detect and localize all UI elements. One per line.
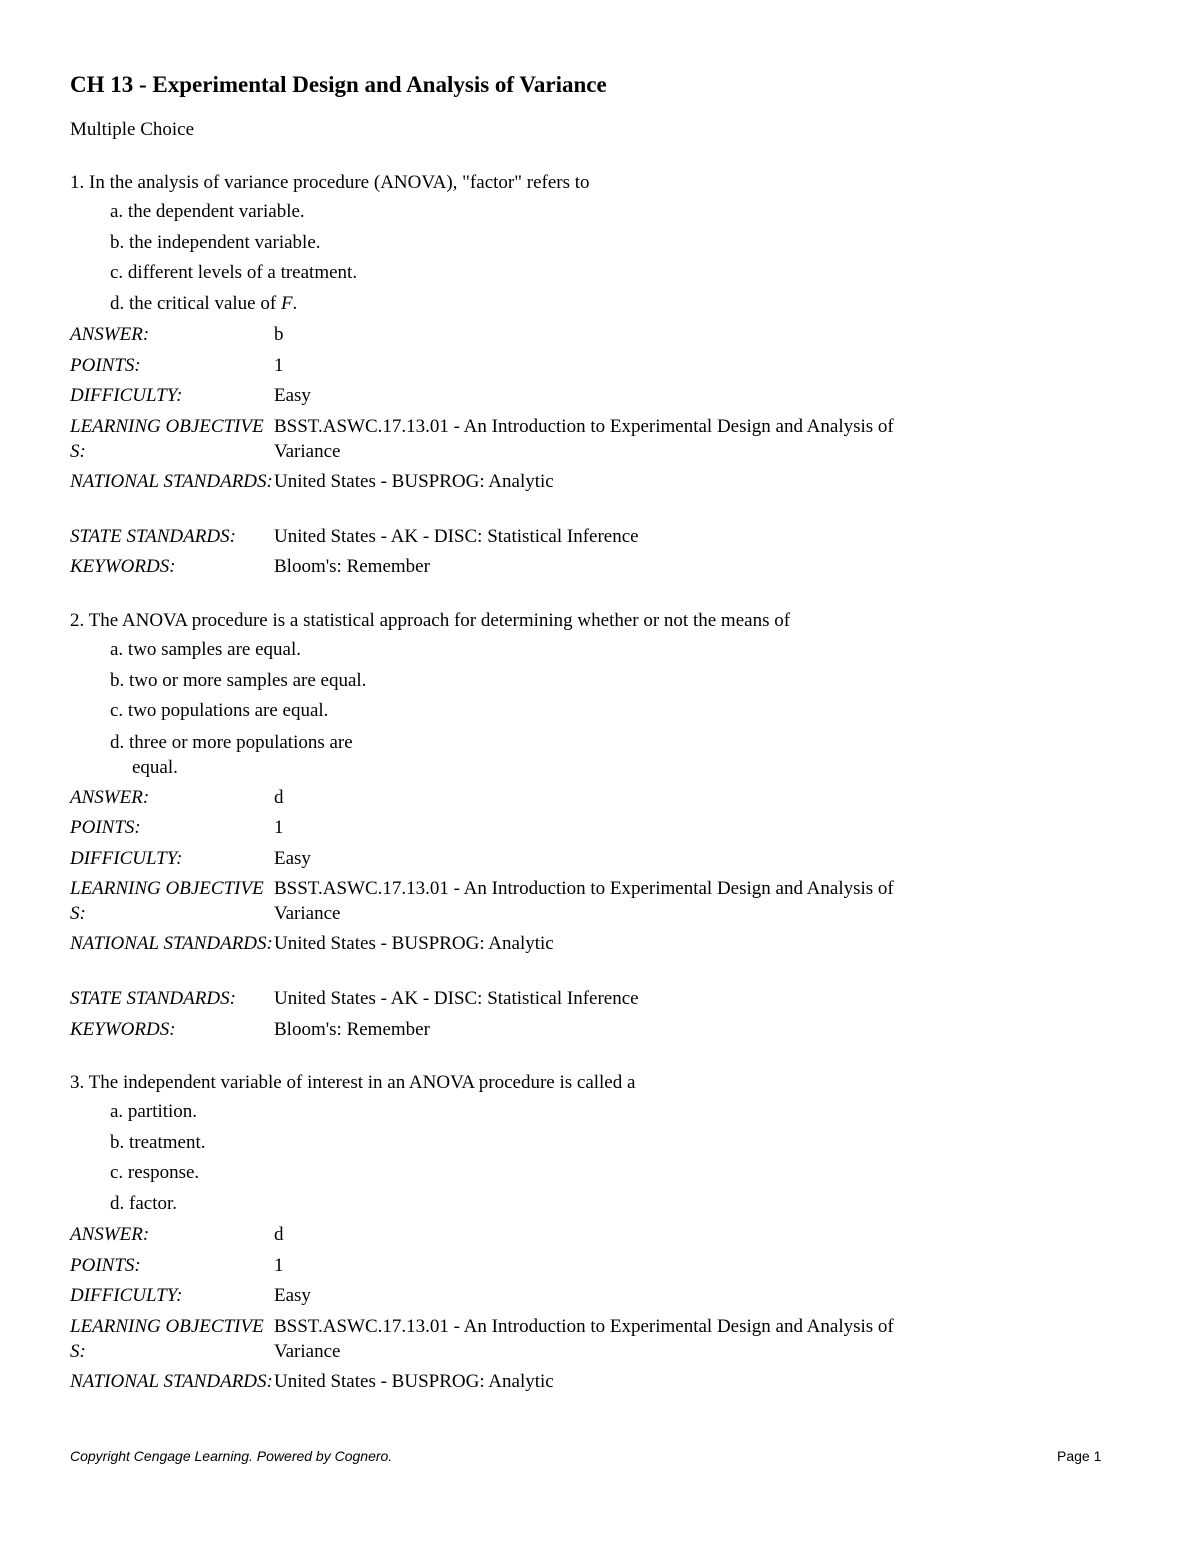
difficulty-value: Easy	[274, 847, 311, 869]
difficulty-value: Easy	[274, 385, 311, 406]
difficulty-label: DIFFICULTY:	[70, 1285, 183, 1306]
difficulty-label: DIFFICULTY:	[70, 385, 183, 406]
choice-b: b. two or more samples are equal.	[110, 669, 367, 691]
footer-page-number: Page 1	[1057, 1448, 1102, 1464]
keywords-label: KEYWORDS:	[70, 1018, 176, 1040]
state-standards-value: United States - AK - DISC: Statistical Inference	[274, 988, 639, 1009]
national-standards-label: NATIONAL STANDARDS:	[70, 1370, 273, 1392]
difficulty-row	[70, 380, 970, 411]
answer-label: ANSWER:	[70, 1224, 150, 1245]
learning-objectives-label: LEARNING OBJECTIVES:	[70, 878, 264, 924]
points-row	[70, 350, 970, 381]
choice-d-text-continued: equal.	[132, 756, 178, 778]
national-standards-row	[70, 1366, 970, 1421]
choice-a: a. partition.	[110, 1101, 198, 1122]
keywords-value: Bloom's: Remember	[274, 556, 430, 577]
choice-b: b. the independent variable.	[110, 231, 321, 253]
question-3	[70, 1068, 970, 1421]
choice-c: c. two populations are equal.	[110, 700, 329, 721]
learning-objectives-row	[70, 1311, 970, 1366]
state-standards-row	[70, 521, 970, 552]
question-2	[70, 606, 970, 1044]
points-label: POINTS:	[70, 354, 141, 376]
choice-d-text: d. the critical value of	[110, 292, 281, 314]
points-value: 1	[274, 1254, 284, 1276]
section-heading: Multiple Choice	[70, 119, 195, 140]
difficulty-value: Easy	[274, 1285, 311, 1306]
answer-label: ANSWER:	[70, 324, 150, 345]
answer-row	[70, 782, 970, 813]
question-stem: 2. The ANOVA procedure is a statistical approach for determining whether or not the means of	[70, 610, 791, 631]
difficulty-label: DIFFICULTY:	[70, 847, 183, 869]
choice-d: d. factor.	[110, 1192, 178, 1214]
document-title: CH 13 - Experimental Design and Analysis of Variance	[70, 72, 607, 97]
question-1	[70, 168, 970, 582]
choice-d-variable: F	[280, 292, 293, 314]
question-stem: 3. The independent variable of interest in an ANOVA procedure is called a	[70, 1072, 636, 1093]
answer-label: ANSWER:	[70, 786, 150, 808]
choice-a: a. the dependent variable.	[110, 201, 305, 222]
keywords-label: KEYWORDS:	[70, 556, 176, 577]
keywords-row	[70, 1014, 970, 1045]
state-standards-label: STATE STANDARDS:	[70, 988, 236, 1009]
footer-copyright: Copyright Cengage Learning. Powered by Cognero.	[70, 1448, 393, 1464]
learning-objectives-value: BSST.ASWC.17.13.01 - An Introduction to Experimental Design and Analysis of Variance	[274, 1315, 894, 1362]
answer-value: b	[274, 324, 284, 345]
answer-value: d	[274, 1224, 284, 1245]
choice-c: c. different levels of a treatment.	[110, 262, 358, 283]
points-row	[70, 1250, 970, 1281]
choice-d	[70, 289, 970, 320]
keywords-row	[70, 551, 970, 582]
national-standards-value: United States - BUSPROG: Analytic	[274, 933, 554, 954]
state-standards-label: STATE STANDARDS:	[70, 525, 236, 547]
keywords-value: Bloom's: Remember	[274, 1018, 430, 1040]
answer-row	[70, 319, 970, 350]
question-stem: 1. In the analysis of variance procedure (ANOVA), "factor" refers to	[70, 172, 590, 193]
national-standards-value: United States - BUSPROG: Analytic	[274, 470, 554, 492]
choice-d-text: d. three or more populations are	[110, 731, 353, 753]
choice-b: b. treatment.	[110, 1131, 206, 1153]
state-standards-value: United States - AK - DISC: Statistical Inference	[274, 525, 639, 547]
national-standards-row	[70, 928, 970, 983]
national-standards-label: NATIONAL STANDARDS:	[70, 470, 273, 492]
points-row	[70, 812, 970, 843]
national-standards-row	[70, 466, 970, 521]
answer-value: d	[274, 786, 284, 808]
difficulty-row	[70, 1280, 970, 1311]
choice-d	[70, 727, 440, 782]
choice-a: a. two samples are equal.	[110, 639, 301, 660]
points-label: POINTS:	[70, 817, 141, 838]
choice-d-period: .	[292, 292, 298, 314]
points-value: 1	[274, 354, 284, 376]
learning-objectives-row	[70, 411, 970, 466]
difficulty-row	[70, 843, 970, 874]
answer-row	[70, 1219, 970, 1250]
learning-objectives-value: BSST.ASWC.17.13.01 - An Introduction to Experimental Design and Analysis of Variance	[274, 878, 894, 924]
learning-objectives-label: LEARNING OBJECTIVES:	[70, 415, 264, 462]
learning-objectives-row	[70, 873, 970, 928]
choice-c: c. response.	[110, 1162, 200, 1183]
state-standards-row	[70, 983, 970, 1014]
learning-objectives-value: BSST.ASWC.17.13.01 - An Introduction to Experimental Design and Analysis of Variance	[274, 415, 894, 462]
points-label: POINTS:	[70, 1254, 141, 1276]
national-standards-label: NATIONAL STANDARDS:	[70, 933, 273, 954]
national-standards-value: United States - BUSPROG: Analytic	[274, 1370, 554, 1392]
learning-objectives-label: LEARNING OBJECTIVES:	[70, 1315, 264, 1362]
points-value: 1	[274, 817, 284, 838]
